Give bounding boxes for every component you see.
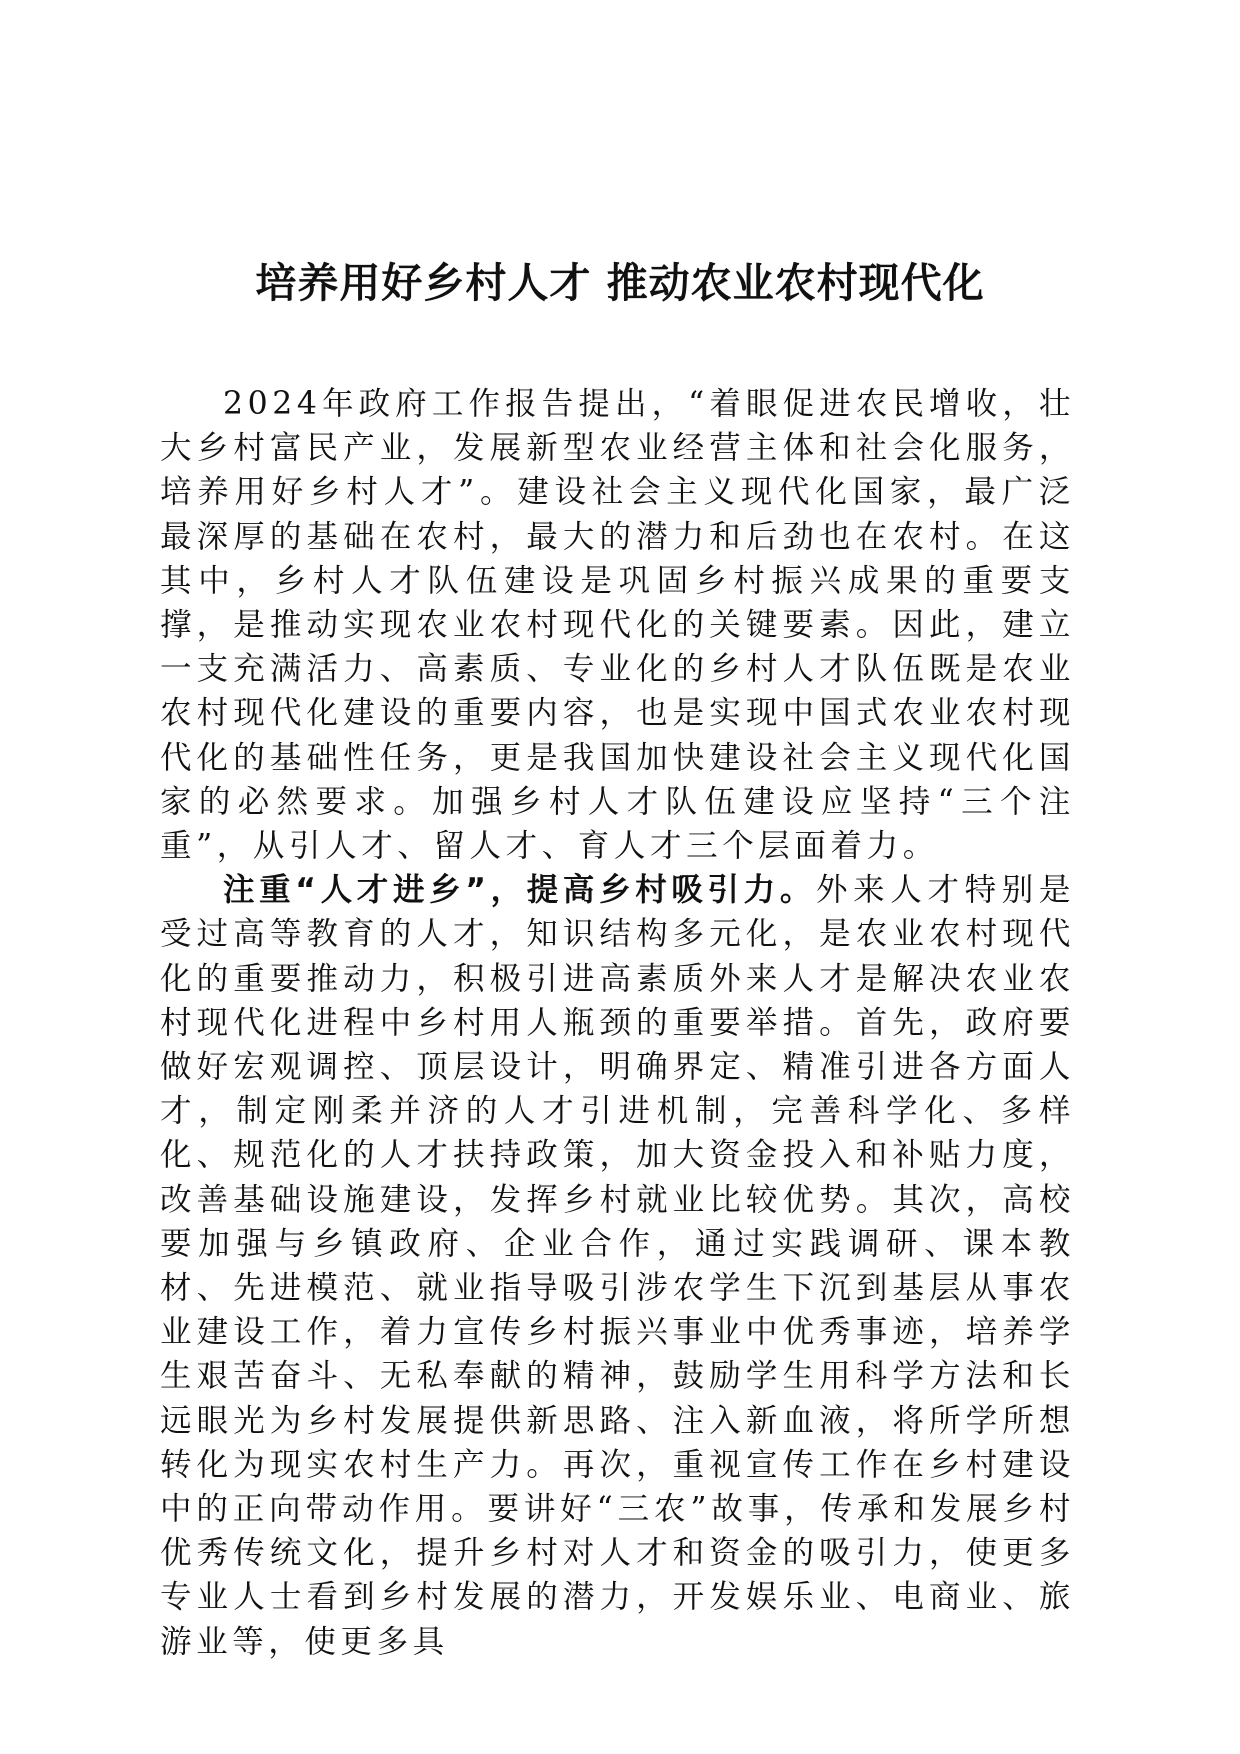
paragraph-talent-attraction — [160, 868, 1075, 1664]
document-body — [160, 382, 1075, 1664]
paragraph-intro — [160, 382, 1075, 868]
paragraph-text: 2024年政府工作报告提出，“着眼促进农民增收，壮大乡村富民产业，发展新型农业经营主体和社会化服务，培养用好乡村人才”。建设社会主义现代化国家，最广泛最深厚的基础在农村，最大的潜力和后劲也在农村。在这其中，乡村人才队伍建设是巩固乡村振兴成果的重要支撑，是推动实现农业农村现代化的关键要素。因此，建立一支充满活力、高素质、专业化的乡村人才队伍既是农业农村现代化建设的重要内容，也是实现中国式农业农村现代化的基础性任务，更是我国加快建设社会主义现代化国家的必然要求。加强乡村人才队伍建设应坚持“三个注重”，从引人才、留人才、育人才三个层面着力。 — [160, 386, 1075, 865]
paragraph-text: 外来人才特别是受过高等教育的人才，知识结构多元化，是农业农村现代化的重要推动力，积极引进高素质外来人才是解决农业农村现代化进程中乡村用人瓶颈的重要举措。首先，政府要做好宏观调控、顶层设计，明确界定、精准引进各方面人才，制定刚柔并济的人才引进机制，完善科学化、多样化、规范化的人才扶持政策，加大资金投入和补贴力度，改善基础设施建设，发挥乡村就业比较优势。其次，高校要加强与乡镇政府、企业合作，通过实践调研、课本教材、先进模范、就业指导吸引涉农学生下沉到基层从事农业建设工作，着力宣传乡村振兴事业中优秀事迹，培养学生艰苦奋斗、无私奉献的精神，鼓励学生用科学方法和长远眼光为乡村发展提供新思路、注入新血液，将所学所想转化为现实农村生产力。再次，重视宣传工作在乡村建设中的正向带动作用。要讲好“三农”故事，传承和发展乡村优秀传统文化，提升乡村对人才和资金的吸引力，使更多专业人士看到乡村发展的潜力，开发娱乐业、电商业、旅游业等，使更多具 — [160, 872, 1075, 1660]
paragraph-lead-heading: 注重“人才进乡”，提高乡村吸引力。 — [223, 872, 816, 909]
document-title: 培养用好乡村人才 推动农业农村现代化 — [255, 259, 985, 307]
